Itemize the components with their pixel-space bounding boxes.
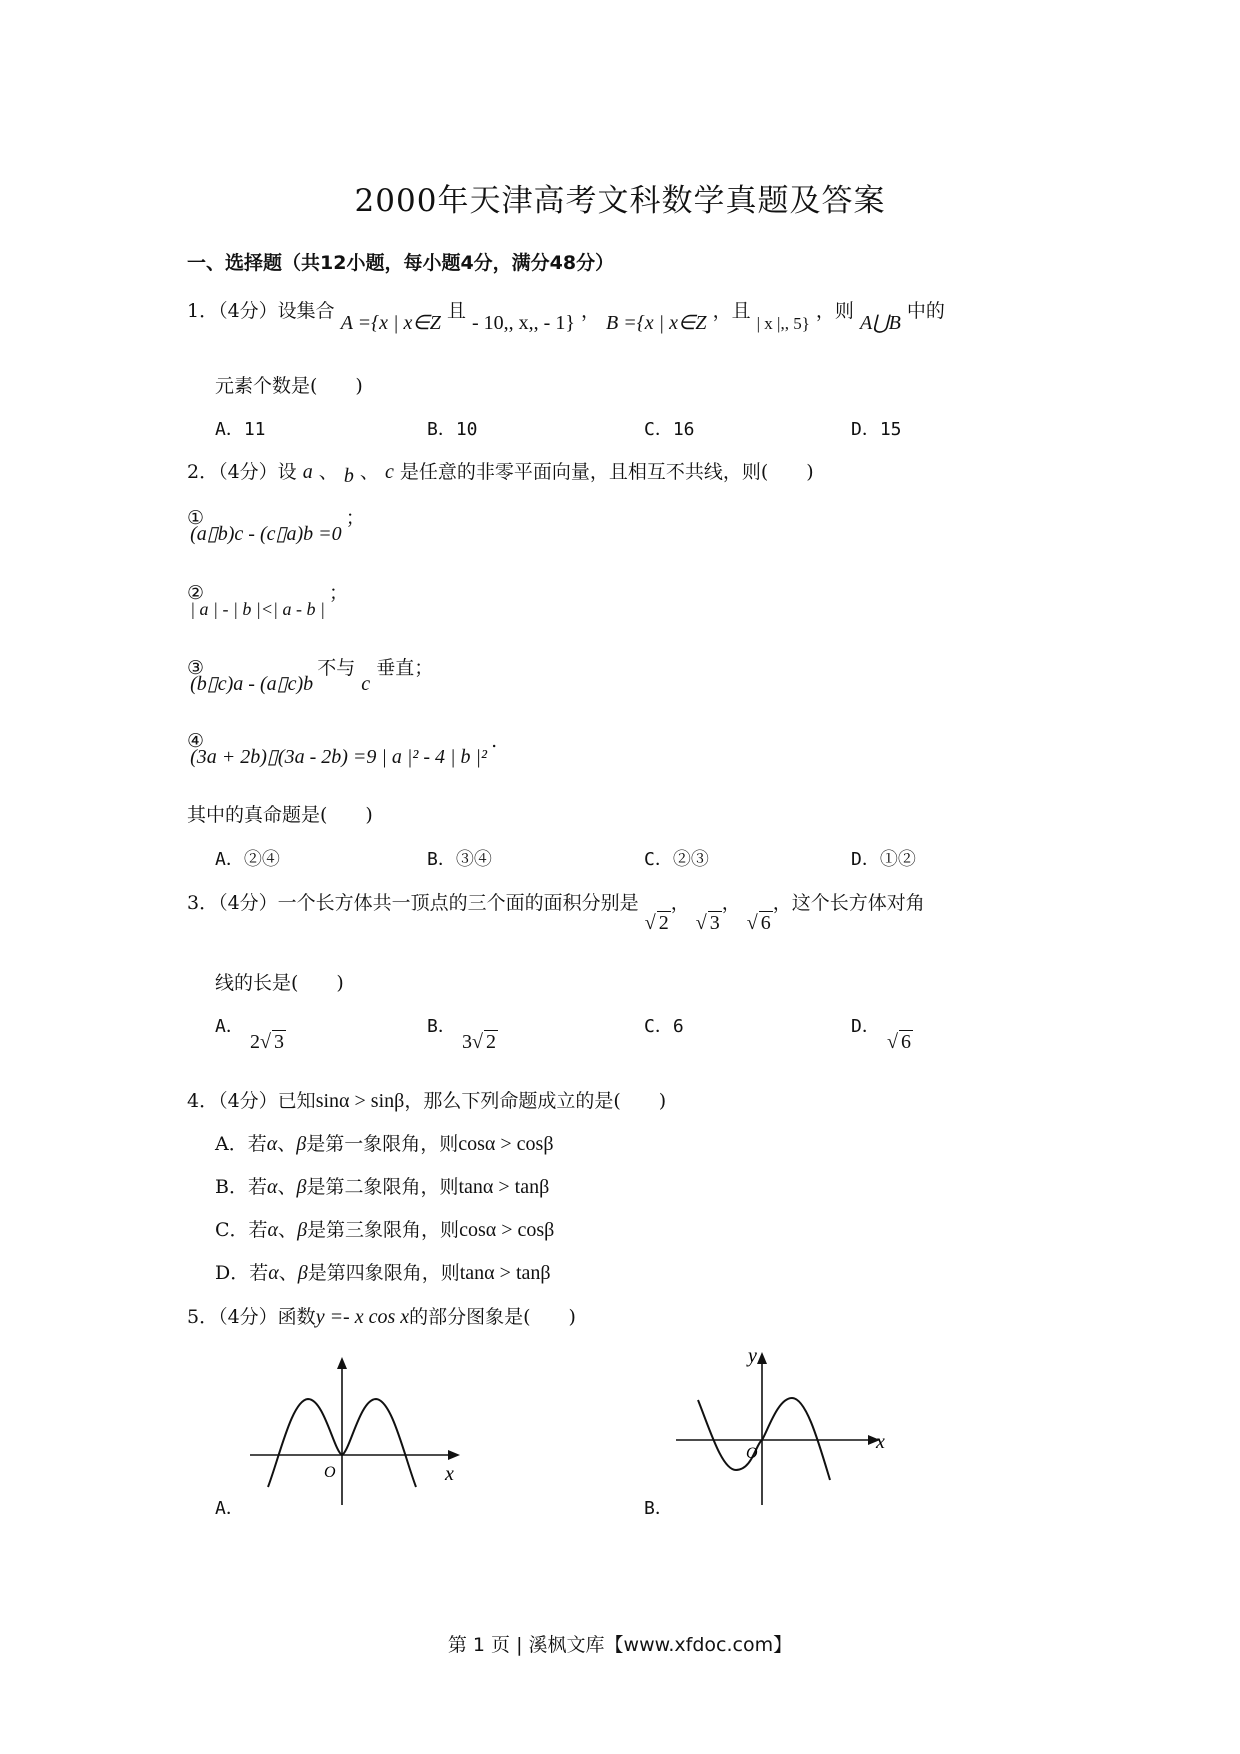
section-heading: 一、选择题（共12小题，每小题4分，满分48分） bbox=[187, 252, 615, 274]
q2-var-a: a bbox=[302, 461, 313, 483]
q2-sep: 、 bbox=[318, 461, 338, 483]
q5-prefix: 5．（4分）函数 bbox=[187, 1306, 316, 1328]
q2-item-3 bbox=[187, 653, 455, 695]
q2-item-2-expr: | a | - | b |<| a - b | bbox=[190, 599, 325, 619]
q2-item-3-expr: (b▯c)a - (a▯c)b bbox=[190, 673, 314, 695]
q2-item-4 bbox=[187, 728, 519, 768]
graph-option-a bbox=[240, 1355, 470, 1515]
q5-option-b: B． bbox=[644, 1498, 673, 1519]
graph-b-x-label: x bbox=[876, 1431, 885, 1453]
graph-b-origin: O bbox=[746, 1445, 758, 1462]
question-5 bbox=[187, 1302, 576, 1329]
graph-a-y-arrow bbox=[337, 1357, 347, 1369]
graph-b-y-arrow bbox=[757, 1352, 767, 1364]
q2-item-3-mid: 不与 bbox=[317, 657, 356, 679]
q1-union: A⋃B bbox=[859, 312, 901, 334]
q2-item-4-expr: (3a + 2b)▯(3a - 2b) =9 | a |² - 4 | b |² bbox=[190, 746, 488, 768]
q3-option-d-value: √ 6 bbox=[887, 1031, 911, 1053]
q1-and: 且 bbox=[446, 300, 466, 322]
graph-b-y-label: y bbox=[748, 1345, 757, 1367]
q5-suffix: 的部分图象是( ) bbox=[409, 1306, 576, 1328]
q4-condition: sinα > sinβ bbox=[315, 1090, 405, 1112]
q2-question: 其中的真命题是( ) bbox=[187, 804, 373, 826]
q1-option-a: A．11 bbox=[215, 419, 266, 440]
page-title: 2000年天津高考文科数学真题及答案 bbox=[354, 183, 886, 219]
q1-then: ，则 bbox=[815, 300, 854, 322]
q1-set-a: A ={x | x∈Z bbox=[340, 312, 441, 334]
q4-suffix: ，那么下列命题成立的是( ) bbox=[404, 1090, 667, 1112]
q2-item-1 bbox=[187, 503, 387, 545]
q1-comma: ， bbox=[580, 300, 600, 322]
q1-range-b: | x |,, 5} bbox=[756, 314, 810, 333]
q3-option-d: D． bbox=[851, 1016, 880, 1037]
q3-option-a-value: 2√ 3 bbox=[250, 1031, 284, 1053]
q2-sep: 、 bbox=[359, 461, 379, 483]
q2-var-b: b bbox=[343, 465, 354, 487]
q3-option-b: B． bbox=[427, 1016, 456, 1037]
q2-item-3-c: c bbox=[361, 673, 371, 695]
q2-item-3-tail: 垂直； bbox=[376, 657, 434, 679]
graph-b-curve bbox=[698, 1398, 830, 1480]
q1-range-a: - 10,, x,, - 1} bbox=[472, 312, 575, 334]
q2-item-4-num: ④ bbox=[187, 730, 205, 752]
q3-option-b-value: 3√ 2 bbox=[462, 1031, 496, 1053]
q1-prefix: 1．（4分）设集合 bbox=[187, 300, 335, 322]
q4-option-b: B．若α、β是第二象限角，则tanα > tanβ bbox=[215, 1176, 550, 1198]
graph-a-x-label: x bbox=[445, 1463, 454, 1485]
q2-item-3-num: ③ bbox=[187, 657, 205, 679]
q4-prefix: 4．（4分）已知 bbox=[187, 1090, 316, 1112]
q2-option-d: D．①② bbox=[851, 849, 916, 870]
q2-prefix: 2．（4分）设 bbox=[187, 461, 297, 483]
question-1 bbox=[187, 296, 945, 334]
q3-line-2: 线的长是( ) bbox=[215, 972, 344, 994]
q2-item-1-num: ① bbox=[187, 507, 205, 529]
q2-item-2-tail: ； bbox=[328, 582, 348, 604]
graph-a-origin: O bbox=[324, 1464, 336, 1481]
q3-sqrt-3: 3 bbox=[709, 912, 720, 934]
q2-item-2-num: ② bbox=[187, 582, 205, 604]
q2-option-c: C．②③ bbox=[644, 849, 709, 870]
question-3: 3．（4分）一个长方体共一顶点的三个面的面积分别是 √ 2， √ 3， √ 6，这个长方体对角 bbox=[187, 892, 925, 934]
q2-rest: 是任意的非零平面向量，且相互不共线，则( ) bbox=[399, 461, 814, 483]
q1-option-c: C．16 bbox=[644, 419, 695, 440]
q1-option-b: B．10 bbox=[427, 419, 478, 440]
q2-option-a: A．②④ bbox=[215, 849, 280, 870]
question-2 bbox=[187, 457, 814, 487]
q1-option-d: D．15 bbox=[851, 419, 902, 440]
q3-prefix: 3．（4分）一个长方体共一顶点的三个面的面积分别是 bbox=[187, 892, 639, 914]
q2-var-c: c bbox=[384, 461, 394, 483]
q4-option-c: C．若α、β是第三象限角，则cosα > cosβ bbox=[215, 1219, 555, 1241]
q2-item-1-tail: ； bbox=[345, 507, 365, 529]
q3-option-a: A． bbox=[215, 1016, 244, 1037]
q1-line-2: 元素个数是( ) bbox=[215, 375, 363, 397]
q5-function: y =- x cos x bbox=[315, 1306, 410, 1328]
q2-item-1-expr: (a▯b)c - (c▯a)b =0 bbox=[190, 523, 342, 545]
q2-item-4-tail: . bbox=[491, 730, 498, 752]
q1-suffix: 中的 bbox=[906, 300, 945, 322]
q3-sqrt-2: 2 bbox=[658, 912, 669, 934]
question-4 bbox=[187, 1086, 666, 1113]
page-footer: 第 1 页 | 溪枫文库【www.xfdoc.com】 bbox=[447, 1634, 793, 1656]
graph-option-b bbox=[670, 1340, 900, 1510]
q3-suffix: ，这个长方体对角 bbox=[772, 892, 925, 914]
q3-sqrt-6: 6 bbox=[760, 912, 771, 934]
q2-item-2 bbox=[187, 578, 370, 619]
q1-and-2: ，且 bbox=[712, 300, 751, 322]
q4-option-a: A．若α、β是第一象限角，则cosα > cosβ bbox=[215, 1133, 554, 1155]
q1-set-b: B ={x | x∈Z bbox=[606, 312, 707, 334]
q5-option-a: A． bbox=[215, 1498, 244, 1519]
graph-a-x-arrow bbox=[448, 1450, 460, 1460]
q3-option-c: C．6 bbox=[644, 1016, 684, 1037]
q4-option-d: D．若α、β是第四象限角，则tanα > tanβ bbox=[215, 1262, 551, 1284]
q2-option-b: B．③④ bbox=[427, 849, 492, 870]
